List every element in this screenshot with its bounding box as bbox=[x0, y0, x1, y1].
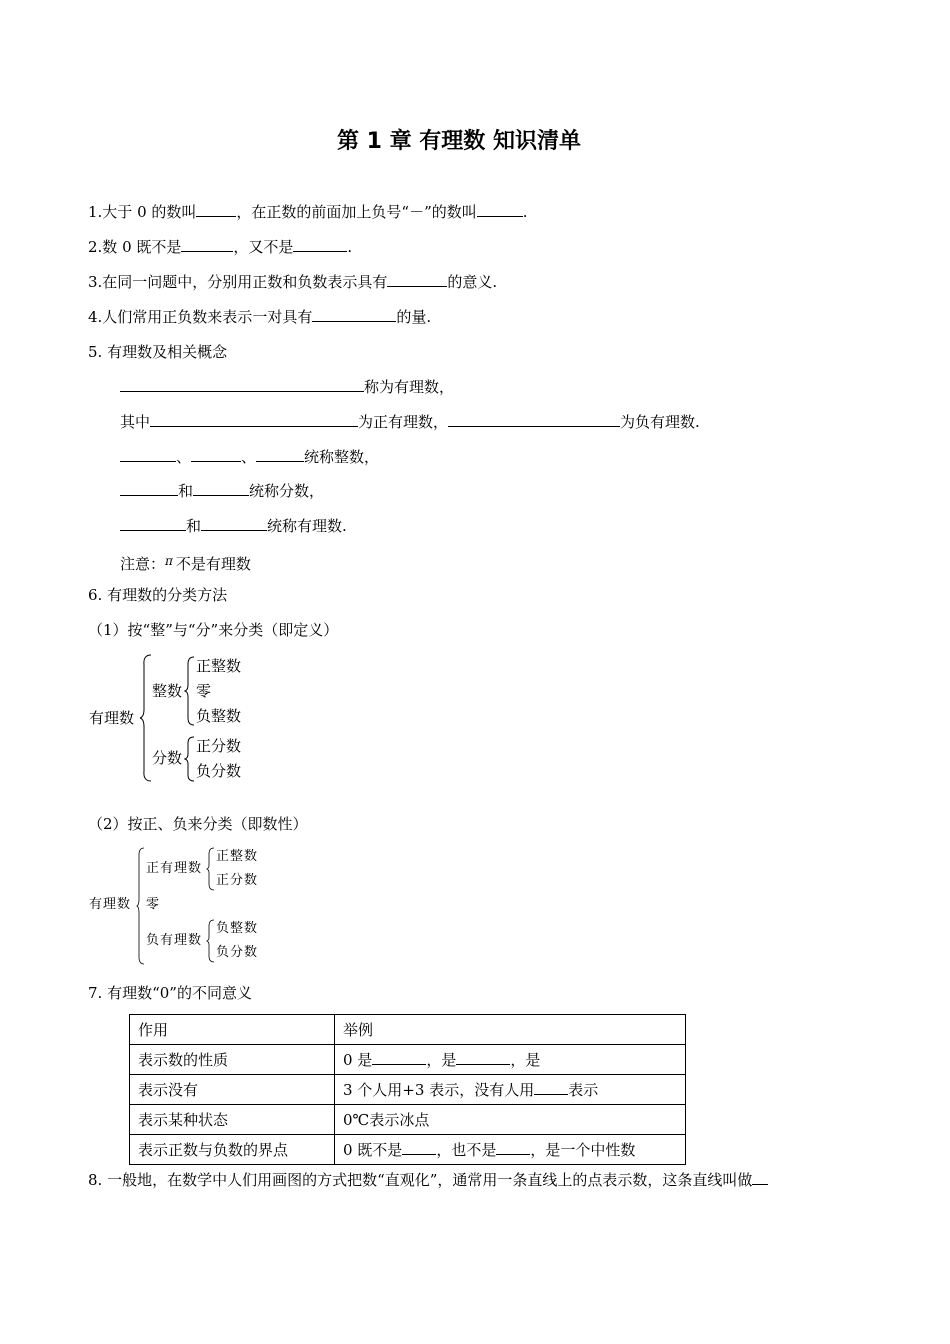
q5-line-2 bbox=[120, 412, 700, 432]
q3-blank-1[interactable] bbox=[387, 272, 447, 287]
tree2-zero: 零 bbox=[146, 897, 161, 912]
q1-text-b: ，在正数的前面加上负号“－”的数叫 bbox=[236, 203, 477, 221]
q5-line-5 bbox=[120, 516, 347, 536]
q5-line2-c: 为负有理数. bbox=[620, 413, 700, 431]
tree2-pos-brace bbox=[206, 847, 216, 891]
q4-text-a: 4.人们常用正负数来表示一对具有 bbox=[88, 308, 313, 326]
question-2 bbox=[88, 237, 352, 257]
q5-line4-end: 统称分数， bbox=[249, 482, 325, 500]
q5-line-1 bbox=[120, 377, 454, 397]
table-cell-example: 0℃表示冰点 bbox=[335, 1105, 686, 1135]
q5-line-3 bbox=[120, 447, 379, 467]
q5-note-end: 不是有理数 bbox=[175, 555, 251, 573]
q3-text-b: 的意义. bbox=[447, 273, 498, 291]
q1-text-a: 1.大于 0 的数叫 bbox=[88, 203, 197, 221]
q5-line1-text: 称为有理数， bbox=[364, 378, 455, 396]
row2-text-a: 3 个人用+3 表示，没有人用 bbox=[343, 1081, 535, 1099]
row1-text-b: ，是 bbox=[426, 1051, 457, 1069]
row4-blank-1[interactable] bbox=[402, 1140, 436, 1155]
q5-line3-end: 统称整数， bbox=[304, 448, 380, 466]
q5-line5-end: 统称有理数. bbox=[267, 517, 347, 535]
q1-blank-1[interactable] bbox=[196, 202, 236, 217]
tree1-int-brace bbox=[184, 655, 196, 727]
tree2-pos-int: 正整数 bbox=[216, 849, 259, 864]
q6-sub-2: （2）按正、负来分类（即数性） bbox=[88, 815, 308, 833]
row4-text-c: ，是一个中性数 bbox=[530, 1141, 636, 1159]
tree2-root-brace bbox=[136, 847, 146, 965]
row1-text-a: 0 是 bbox=[343, 1051, 373, 1069]
tree2-neg-frac: 负分数 bbox=[216, 945, 259, 960]
tree2-neg: 负有理数 bbox=[146, 933, 203, 948]
row1-blank-2[interactable] bbox=[456, 1050, 510, 1065]
q5-line-4 bbox=[120, 481, 324, 501]
q5-line5-mid: 和 bbox=[186, 517, 202, 535]
q5-blank-frac-2[interactable] bbox=[193, 481, 249, 496]
tree2-neg-brace bbox=[206, 919, 216, 963]
tree1-root-brace bbox=[139, 653, 153, 783]
q5-note-label: 注意： bbox=[120, 555, 166, 573]
question-8 bbox=[88, 1170, 768, 1190]
q5-blank-rational[interactable] bbox=[120, 377, 364, 392]
q5-blank-int-2[interactable] bbox=[191, 447, 241, 462]
tree1-pos-int: 正整数 bbox=[196, 657, 242, 675]
tree1-neg-int: 负整数 bbox=[196, 707, 242, 725]
question-1 bbox=[88, 202, 528, 222]
row1-text-c: ，是 bbox=[510, 1051, 541, 1069]
tree1-neg-frac: 负分数 bbox=[196, 762, 242, 780]
q5-sep-2: 、 bbox=[241, 448, 257, 466]
q5-blank-negative[interactable] bbox=[448, 412, 620, 427]
q5-blank-all-2[interactable] bbox=[201, 516, 267, 531]
q5-blank-int-1[interactable] bbox=[120, 447, 176, 462]
tree1-root: 有理数 bbox=[89, 709, 135, 727]
q4-text-b: 的量. bbox=[396, 308, 432, 326]
row2-blank-1[interactable] bbox=[534, 1080, 568, 1095]
zero-meaning-table bbox=[129, 1014, 686, 1165]
q5-line2-a: 其中 bbox=[120, 413, 151, 431]
table-cell-example bbox=[335, 1075, 686, 1105]
q2-blank-2[interactable] bbox=[293, 237, 347, 252]
q5-heading: 5. 有理数及相关概念 bbox=[88, 343, 228, 361]
table-row bbox=[130, 1105, 686, 1135]
q6-heading: 6. 有理数的分类方法 bbox=[88, 586, 228, 604]
pi-symbol: π bbox=[165, 554, 173, 568]
table-cell-use: 表示正数与负数的界点 bbox=[130, 1135, 335, 1165]
q5-sep-1: 、 bbox=[176, 448, 192, 466]
q8-blank-1[interactable] bbox=[752, 1170, 768, 1185]
page-title: 第 1 章 有理数 知识清单 bbox=[337, 129, 581, 154]
table-cell-use: 表示某种状态 bbox=[130, 1105, 335, 1135]
table-header-use: 作用 bbox=[130, 1015, 335, 1045]
row4-text-a: 0 既不是 bbox=[343, 1141, 403, 1159]
q2-blank-1[interactable] bbox=[181, 237, 233, 252]
q5-blank-all-1[interactable] bbox=[120, 516, 186, 531]
q7-heading: 7. 有理数“0”的不同意义 bbox=[88, 984, 252, 1002]
table-cell-use: 表示数的性质 bbox=[130, 1045, 335, 1075]
tree1-pos-frac: 正分数 bbox=[196, 737, 242, 755]
tree1-frac: 分数 bbox=[152, 749, 183, 767]
q2-text-a: 2.数 0 既不是 bbox=[88, 238, 182, 256]
q5-blank-int-3[interactable] bbox=[256, 447, 304, 462]
table-row bbox=[130, 1135, 686, 1165]
row2-text-b: 表示 bbox=[568, 1081, 599, 1099]
table-header-example: 举例 bbox=[335, 1015, 686, 1045]
table-cell-example bbox=[335, 1135, 686, 1165]
table-row bbox=[130, 1075, 686, 1105]
row4-text-b: ，也不是 bbox=[436, 1141, 497, 1159]
tree2-pos-frac: 正分数 bbox=[216, 873, 259, 888]
tree2-root: 有理数 bbox=[89, 897, 132, 912]
q6-sub-1: （1）按“整”与“分”来分类（即定义） bbox=[88, 621, 339, 639]
table-row bbox=[130, 1045, 686, 1075]
q5-note bbox=[120, 551, 251, 574]
q5-line4-mid: 和 bbox=[178, 482, 194, 500]
table-cell-example bbox=[335, 1045, 686, 1075]
question-4 bbox=[88, 307, 431, 327]
row4-blank-2[interactable] bbox=[496, 1140, 530, 1155]
table-cell-use: 表示没有 bbox=[130, 1075, 335, 1105]
tree2-pos: 正有理数 bbox=[146, 861, 203, 876]
tree1-zero: 零 bbox=[196, 682, 212, 700]
q8-text: 8. 一般地，在数学中人们用画图的方式把数“直观化”，通常用一条直线上的点表示数，这条直线叫做 bbox=[88, 1171, 753, 1189]
question-3 bbox=[88, 272, 497, 292]
q1-blank-2[interactable] bbox=[477, 202, 523, 217]
q2-text-c: . bbox=[347, 238, 353, 256]
tree1-frac-brace bbox=[184, 735, 196, 783]
tree2-neg-int: 负整数 bbox=[216, 921, 259, 936]
tree1-int: 整数 bbox=[152, 682, 183, 700]
q1-text-c: . bbox=[522, 203, 528, 221]
q5-blank-frac-1[interactable] bbox=[120, 481, 178, 496]
q5-blank-positive[interactable] bbox=[150, 412, 358, 427]
q4-blank-1[interactable] bbox=[312, 307, 396, 322]
q2-text-b: ，又不是 bbox=[233, 238, 294, 256]
table-header-row bbox=[130, 1015, 686, 1045]
row1-blank-1[interactable] bbox=[372, 1050, 426, 1065]
q5-line2-b: 为正有理数， bbox=[358, 413, 449, 431]
q3-text-a: 3.在同一问题中，分别用正数和负数表示具有 bbox=[88, 273, 388, 291]
